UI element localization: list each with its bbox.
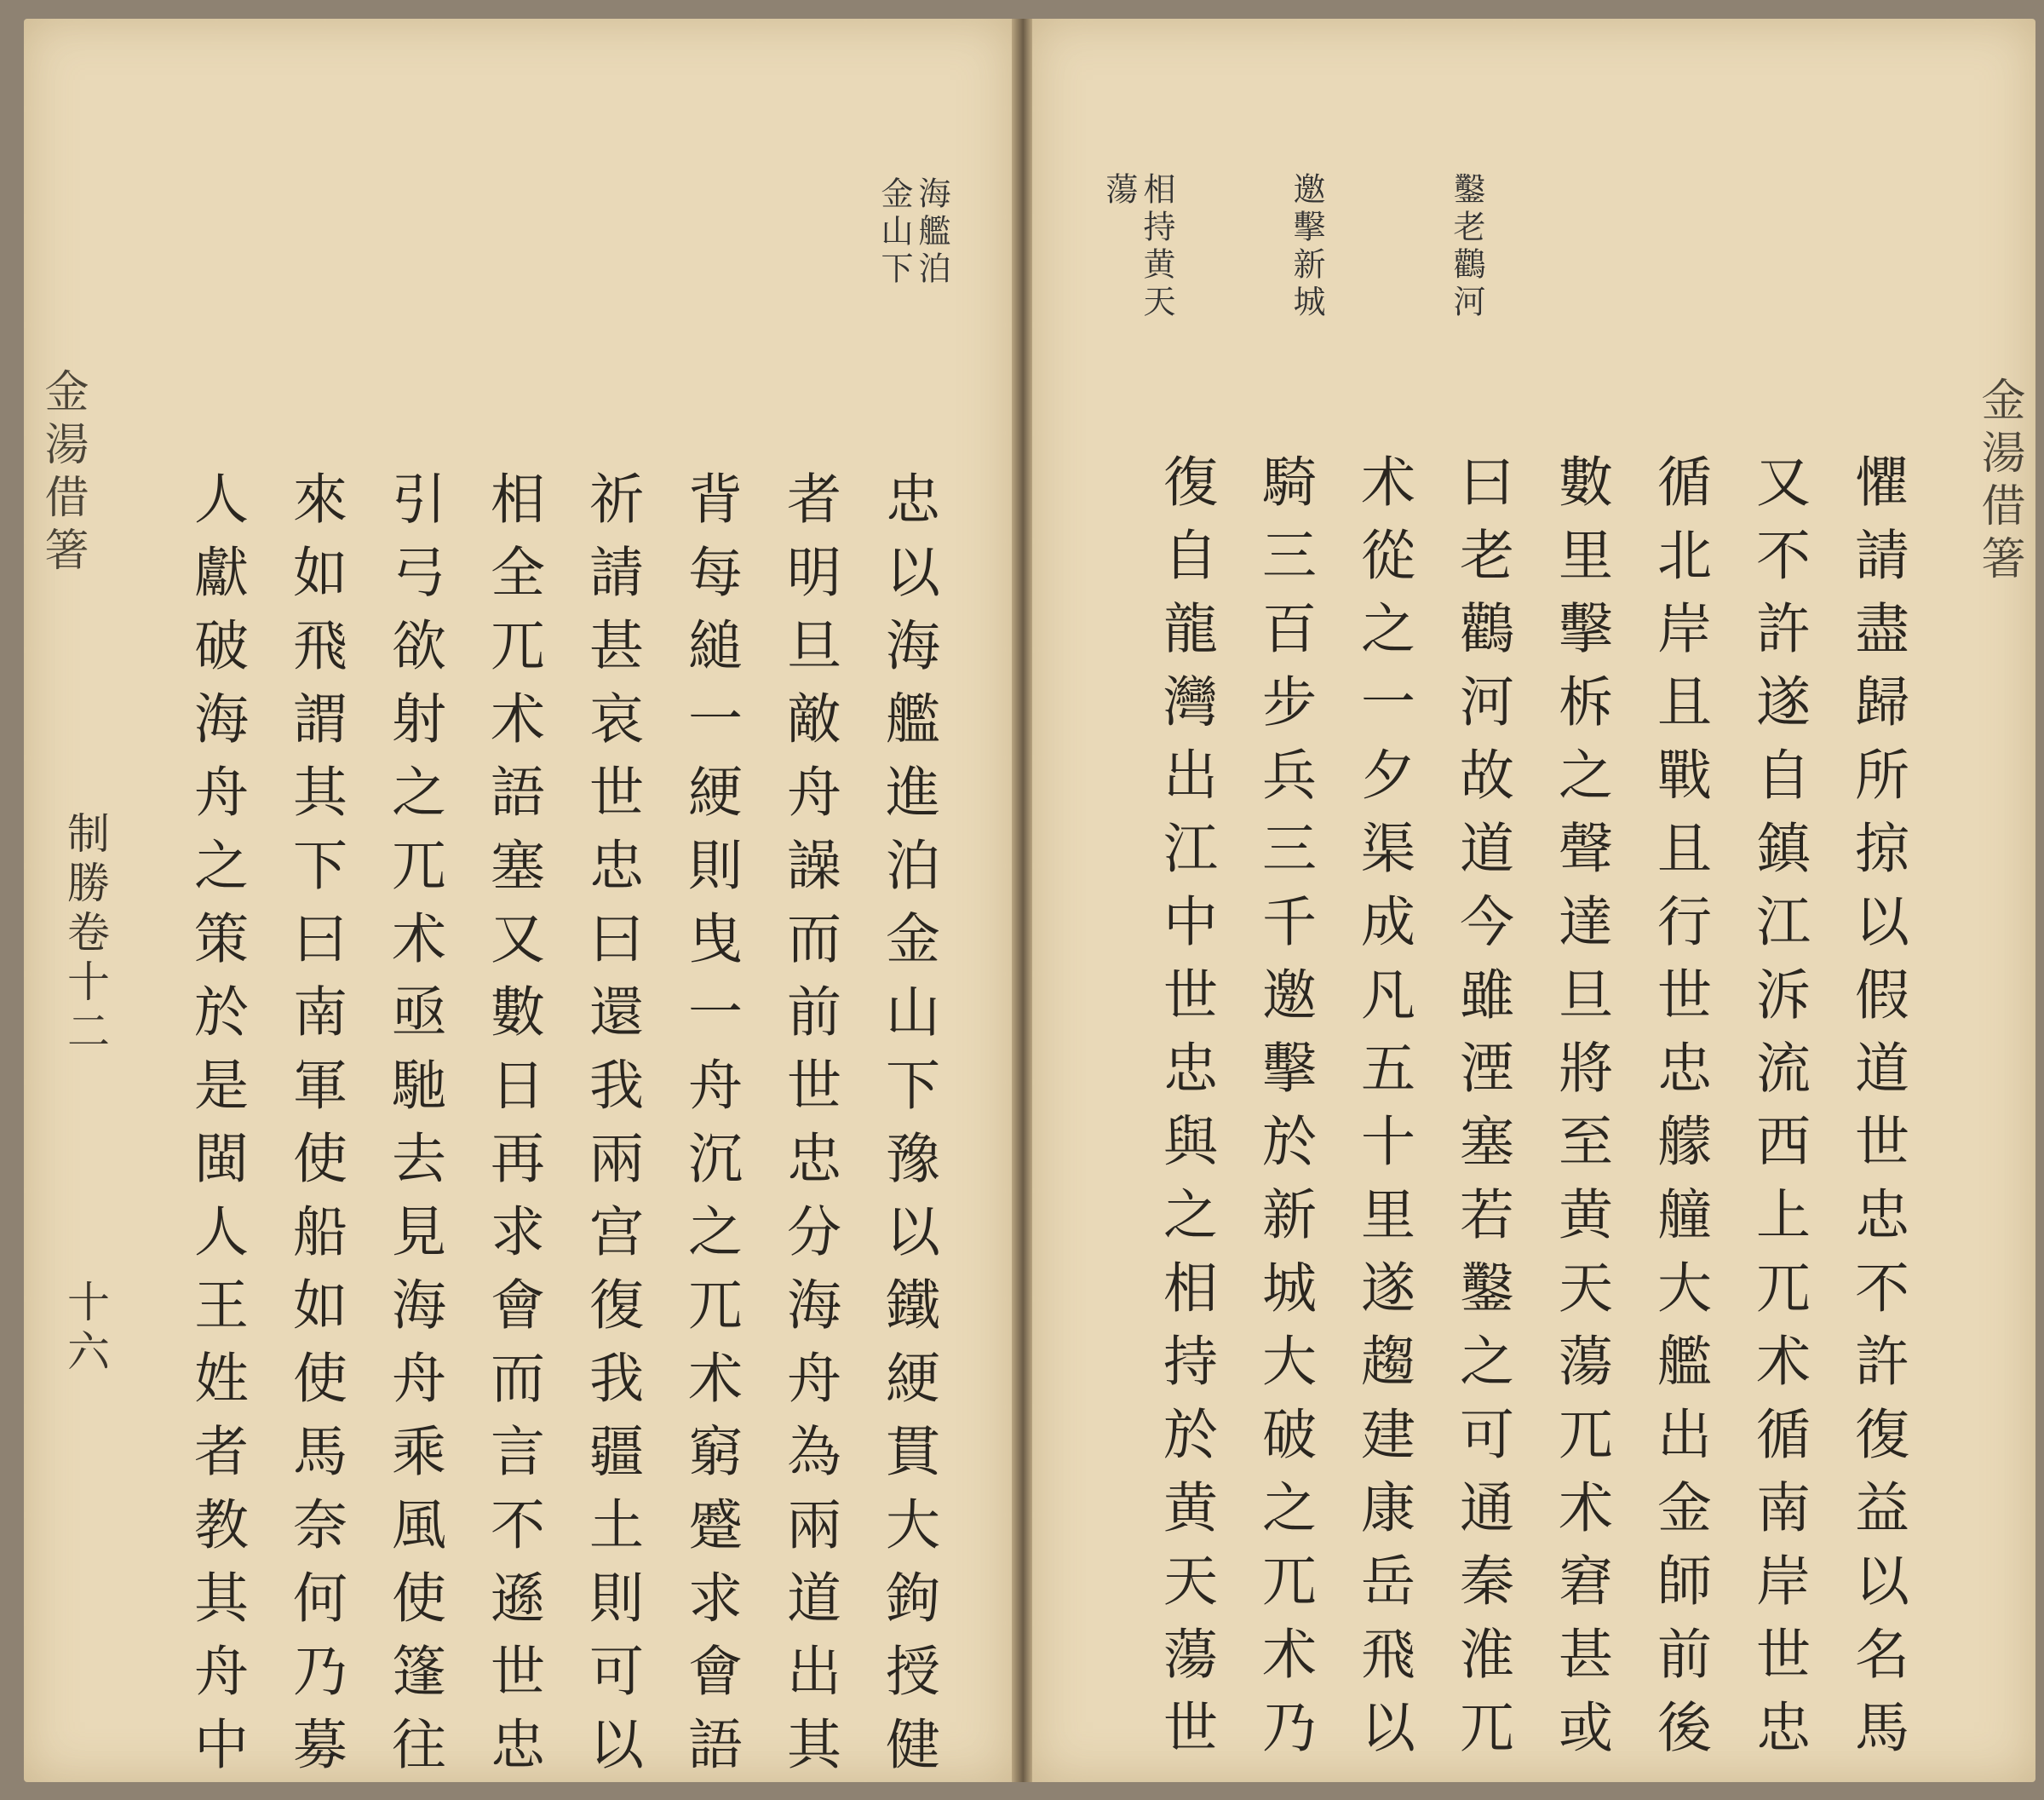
left-text-column-7: 來如飛謂其下曰南軍使船如使馬奈何乃募 [284, 470, 347, 1789]
right-text-column-1: 懼請盡歸所掠以假道世忠不許復益以名馬 [1846, 453, 1909, 1772]
right-page [1032, 19, 2035, 1782]
left-text-column-5: 相全兀术語塞又數日再求會而言不遜世忠 [481, 470, 544, 1789]
left-text-column-2: 者明旦敵舟譟而前世忠分海舟為兩道出其 [778, 470, 841, 1789]
folio-number: 十六 [60, 1280, 110, 1378]
left-margin-title: 金湯借箸 [37, 368, 88, 579]
right-text-column-3: 循北岸且戰且行世忠艨艟大艦出金師前後 [1648, 453, 1711, 1772]
right-margin-title: 金湯借箸 [1973, 377, 2024, 588]
left-text-column-4: 祈請甚哀世忠曰還我兩宫復我疆土則可以 [580, 470, 643, 1789]
right-text-column-5: 曰老鸛河故道今雖湮塞若鑿之可通秦淮兀 [1450, 453, 1513, 1772]
left-text-column-8: 人獻破海舟之策於是閩人王姓者教其舟中 [185, 470, 248, 1789]
right-marginal-note-3: 相持黄天蕩 [1100, 172, 1175, 322]
left-marginal-note: 海艦泊金山下 [876, 176, 950, 289]
left-page [24, 19, 1012, 1789]
right-marginal-note-1: 鑿老鸛河 [1448, 172, 1485, 322]
left-text-column-3: 背每縋一綆則曳一舟沉之兀术窮蹙求會語 [679, 470, 742, 1789]
right-text-column-7: 騎三百步兵三千邀擊於新城大破之兀术乃 [1253, 453, 1316, 1772]
right-text-column-6: 术從之一夕渠成凡五十里遂趨建康岳飛以 [1352, 453, 1415, 1772]
right-text-column-4: 數里擊柝之聲達旦將至黄天蕩兀术窘甚或 [1549, 453, 1612, 1772]
left-margin-section: 制勝卷十二 [60, 811, 110, 1058]
book-gutter [1012, 19, 1032, 1782]
left-text-column-6: 引弓欲射之兀术亟馳去見海舟乘風使篷往 [382, 470, 445, 1789]
right-text-column-8: 復自龍灣出江中世忠與之相持於黄天蕩世 [1154, 453, 1217, 1772]
right-marginal-note-2: 邀擊新城 [1288, 172, 1325, 322]
left-text-column-1: 忠以海艦進泊金山下豫以鐵綆貫大鉤授健 [876, 470, 939, 1789]
right-text-column-2: 又不許遂自鎮江泝流西上兀术循南岸世忠 [1747, 453, 1810, 1772]
